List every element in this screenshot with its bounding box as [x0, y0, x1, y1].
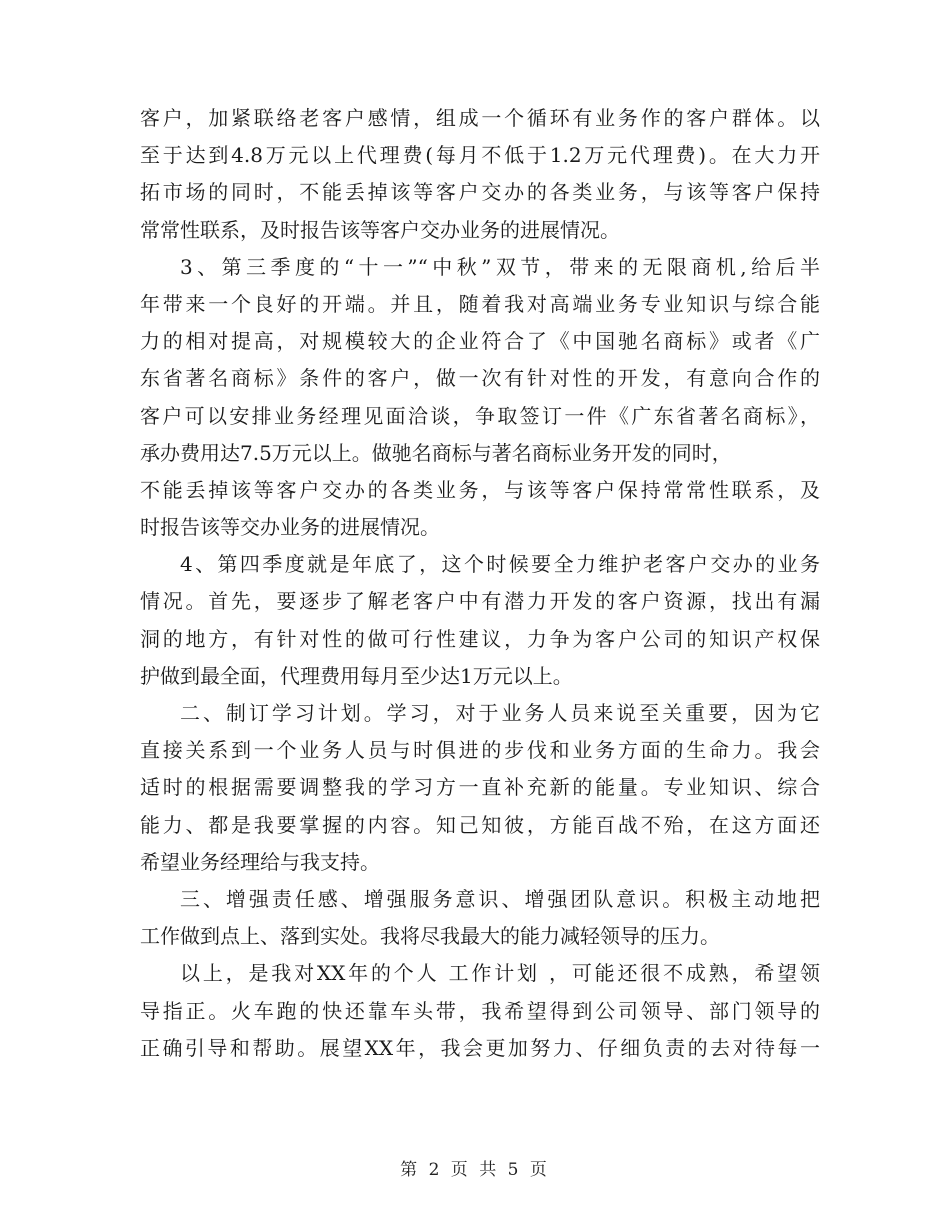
text-line: 三、增强责任感、增强服务意识、增强团队意识。积极主动地把	[180, 886, 820, 911]
text-line: 适时的根据需要调整我的学习方一直补充新的能量。专业知识、综合	[140, 775, 820, 800]
text-line: 客户可以安排业务经理见面洽谈，争取签订一件《广东省著名商标》，	[140, 403, 820, 428]
text-line: 常常性联系，及时报告该等客户交办业务的进展情况。	[140, 217, 620, 242]
text-line: 3、第三季度的“十一”“中秋”双节，带来的无限商机,给后半	[180, 254, 820, 279]
text-line: 年带来一个良好的开端。并且，随着我对高端业务专业知识与综合能	[140, 291, 820, 316]
text-line: 东省著名商标》条件的客户，做一次有针对性的开发，有意向合作的	[140, 366, 820, 391]
text-line: 客户，加紧联络老客户感情，组成一个循环有业务作的客户群体。以	[140, 106, 820, 130]
page-footer: 第 2 页 共 5 页	[400, 1160, 550, 1180]
document-body	[140, 100, 820, 1067]
text-line: 直接关系到一个业务人员与时俱进的步伐和业务方面的生命力。我会	[140, 738, 820, 763]
text-line: 导指正。火车跑的快还靠车头带，我希望得到公司领导、部门领导的	[140, 998, 820, 1023]
text-line: 情况。首先，要逐步了解老客户中有潜力开发的客户资源，找出有漏	[140, 589, 820, 614]
text-line: 护做到最全面，代理费用每月至少达1万元以上。	[140, 663, 573, 688]
text-line: 正确引导和帮助。展望XX年，我会更加努力、仔细负责的去对待每一	[140, 1035, 820, 1060]
text-line: 至于达到4.8万元以上代理费(每月不低于1.2万元代理费)。在大力开	[140, 143, 820, 168]
text-line: 不能丢掉该等客户交办的各类业务，与该等客户保持常常性联系，及	[140, 477, 820, 502]
text-line: 拓市场的同时，不能丢掉该等客户交办的各类业务，与该等客户保持	[140, 180, 820, 205]
text-line: 时报告该等交办业务的进展情况。	[140, 515, 440, 540]
text-line: 力的相对提高，对规模较大的企业符合了《中国驰名商标》或者《广	[140, 329, 820, 354]
text-line: 4、第四季度就是年底了，这个时候要全力维护老客户交办的业务	[180, 552, 820, 577]
text-line: 以上，是我对XX年的个人 工作计划 ，可能还很不成熟，希望领	[180, 961, 820, 986]
text-line: 希望业务经理给与我支持。	[140, 849, 380, 874]
text-line: 能力、都是我要掌握的内容。知己知彼，方能百战不殆，在这方面还	[140, 812, 820, 837]
text-line: 工作做到点上、落到实处。我将尽我最大的能力减轻领导的压力。	[140, 924, 720, 949]
text-line: 洞的地方，有针对性的做可行性建议，力争为客户公司的知识产权保	[140, 626, 820, 651]
text-line: 二、制订学习计划。学习，对于业务人员来说至关重要，因为它	[180, 701, 820, 725]
text-line: 承办费用达7.5万元以上。做驰名商标与著名商标业务开发的同时，	[140, 440, 732, 465]
